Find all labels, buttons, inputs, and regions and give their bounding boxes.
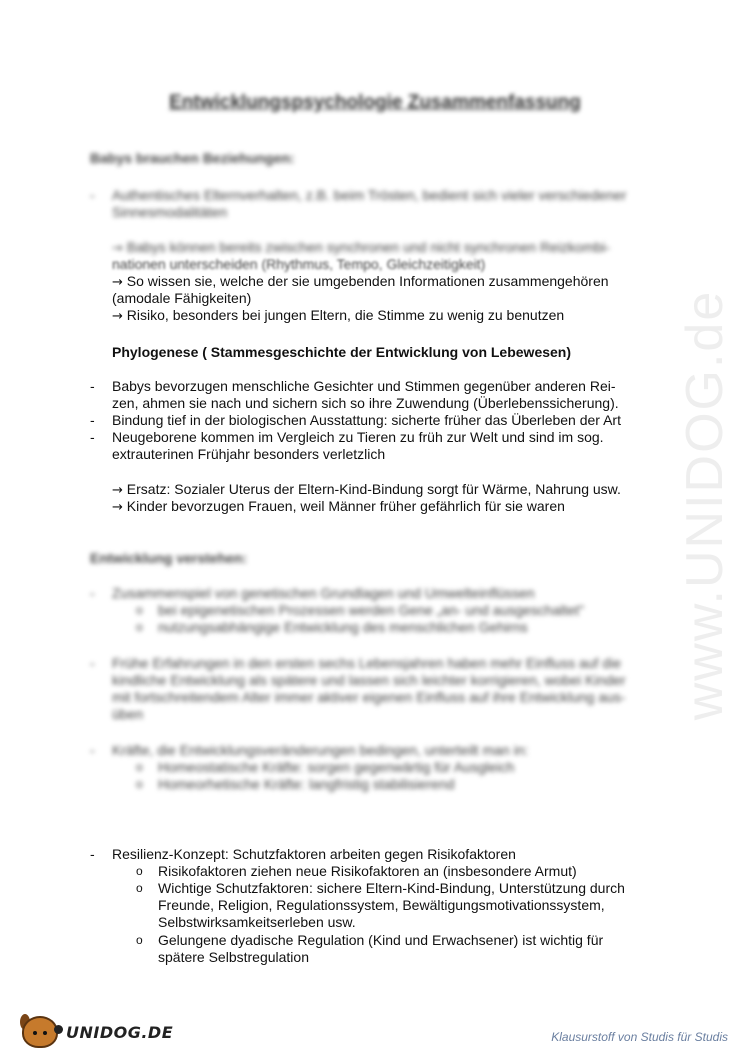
bullet-text: Authentisches Elternverhalten, z.B. beim Trösten, bedient sich vieler verschiedener (112, 187, 627, 203)
arrow-icon: → (112, 275, 123, 290)
bullet-text: Frühe Erfahrungen in den ersten sechs Lebensjahren haben mehr Einfluss auf die kindliche Entwicklung als spätere und lassen sich leichter korrigieren, wobei Kinder mit fortschreitendem Alter immer aktiver eigenen Einfluss auf ihre Entwicklung aus- üben (112, 655, 626, 722)
sub-bullet-text: Wichtige Schutzfaktoren: sichere Eltern-Kind-Bindung, Unterstützung durch Freunde, Religion, Regulationssystem, Bewältigungsmotivationssystem, Selbstwirksamkeitserleben usw. (158, 880, 625, 930)
arrow-icon: → (112, 500, 123, 515)
arrow-line: → Ersatz: Sozialer Uterus der Eltern-Kind-Bindung sorgt für Wärme, Nahrung usw. (112, 481, 621, 498)
paw-icon (54, 1025, 63, 1034)
bullet-dash: - (90, 585, 95, 601)
logo-text: UNIDOG.DE (66, 1023, 174, 1042)
arrow-line: → Risiko, besonders bei jungen Eltern, die Stimme zu wenig zu benutzen (112, 307, 565, 324)
bullet-dash: - (90, 655, 95, 671)
arrow-icon: → (112, 483, 123, 498)
sub-bullet: o (136, 881, 143, 895)
sub-bullet: o (136, 603, 143, 617)
sub-bullet-text: Homeorhetische Kräfte: langfristig stabilisierend (158, 776, 455, 792)
arrow-line: → Kinder bevorzugen Frauen, weil Männer früher gefährlich für sie waren (112, 498, 565, 515)
bullet-text: Bindung tief in der biologischen Ausstattung: sicherte früher das Überleben der Art (112, 412, 621, 428)
watermark: www.UNIDOG.de (676, 289, 734, 721)
bullet-text: Neugeborene kommen im Vergleich zu Tieren zu früh zur Welt und sind im sog. (112, 429, 604, 445)
page-title: Entwicklungspsychologie Zusammenfassung (169, 92, 581, 113)
dog-eye-icon (33, 1031, 37, 1035)
sub-bullet: o (136, 864, 143, 878)
bullet-text: Babys bevorzugen menschliche Gesichter und Stimmen gegenüber anderen Rei- zen, ahmen sie nach und sichern sich so ihre Zuwendung (Überlebenssicherung). (112, 378, 619, 411)
bullet-dash: - (90, 846, 95, 862)
section-heading-entwicklung: Entwicklung verstehen: (90, 550, 248, 566)
bullet-dash: - (90, 412, 95, 428)
bullet-dash: - (90, 187, 95, 203)
dog-eye-icon (43, 1031, 47, 1035)
bullet-dash: - (90, 742, 95, 758)
bullet-text: extrauterinen Frühjahr besonders verletzlich (112, 446, 386, 462)
dog-mascot-icon (22, 1016, 58, 1048)
sub-bullet: o (136, 620, 143, 634)
bullet-text: Kräfte, die Entwicklungsveränderungen bedingen, unterteilt man in: (112, 742, 529, 758)
bullet-dash: - (90, 429, 95, 445)
arrow-line-continued: (amodale Fähigkeiten) (112, 290, 252, 306)
arrow-line-continued: nationen unterscheiden (Rhythmus, Tempo, Gleichzeitigkeit) (112, 256, 486, 272)
arrow-line: → So wissen sie, welche der sie umgebenden Informationen zusammengehören (112, 273, 609, 290)
bullet-text: Zusammenspiel von genetischen Grundlagen und Umwelteinflüssen (112, 585, 535, 601)
section-heading-phylogenese: Phylogenese ( Stammesgeschichte der Entwicklung von Lebewesen) (112, 344, 572, 360)
sub-bullet-text: nutzungsabhängige Entwicklung des menschlichen Gehirns (158, 619, 528, 635)
section-heading-babys: Babys brauchen Beziehungen: (90, 150, 295, 166)
bullet-dash: - (90, 378, 95, 394)
sub-bullet: o (136, 777, 143, 791)
arrow-line: → Babys können bereits zwischen synchronen und nicht synchronen Reizkombi- (112, 239, 611, 256)
sub-bullet: o (136, 933, 143, 947)
bullet-text: Sinnesmodalitäten (112, 204, 228, 220)
sub-bullet: o (136, 760, 143, 774)
unidog-logo (20, 1012, 174, 1048)
bullet-text: Resilienz-Konzept: Schutzfaktoren arbeiten gegen Risikofaktoren (112, 846, 516, 862)
sub-bullet-text: Risikofaktoren ziehen neue Risikofaktoren an (insbesondere Armut) (158, 863, 577, 879)
sub-bullet-text: bei epigenetischen Prozessen werden Gene „an- und ausgeschaltet" (158, 602, 585, 618)
sub-bullet-text: Gelungene dyadische Regulation (Kind und Erwachsener) ist wichtig für spätere Selbstregulation (158, 932, 604, 965)
arrow-icon: → (112, 309, 123, 324)
footer-tagline: Klausurstoff von Studis für Studis (551, 1030, 728, 1044)
sub-bullet-text: Homeostatische Kräfte: sorgen gegenwärtig für Ausgleich (158, 759, 515, 775)
arrow-icon: → (112, 241, 123, 256)
